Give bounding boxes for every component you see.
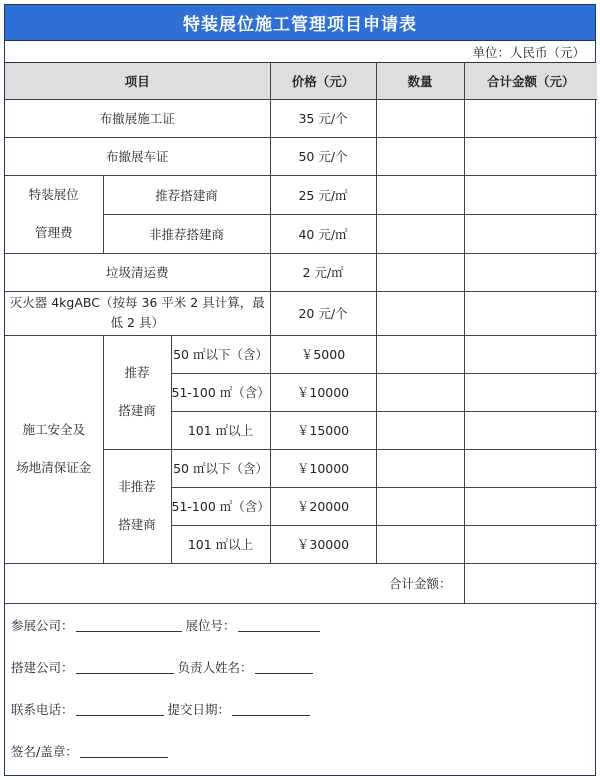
field-row — [11, 604, 589, 646]
application-form — [4, 4, 596, 776]
deposit-recommended-label-line2: 搭建商 — [118, 403, 156, 418]
deposit-range: 51-100 ㎡（含） — [171, 373, 270, 411]
garbage-fee-label: 垃圾清运费 — [5, 253, 270, 291]
deposit-total-cell[interactable] — [464, 335, 597, 373]
builder-input[interactable] — [76, 660, 174, 674]
mgmt-fee-recommended-qty-cell[interactable] — [376, 175, 464, 214]
table-row — [5, 175, 597, 214]
signature-label: 签名/盖章： — [11, 743, 78, 759]
deposit-range: 50 ㎡以下（含） — [171, 449, 270, 487]
header-qty: 数量 — [376, 63, 464, 99]
construction-pass-qty-cell[interactable] — [376, 99, 464, 137]
mgmt-fee-label-line2: 管理费 — [34, 225, 73, 240]
contact-name-label: 负责人姓名： — [177, 659, 253, 675]
phone-label: 联系电话： — [11, 701, 74, 717]
table-row — [5, 291, 597, 335]
header-price: 价格（元） — [270, 63, 376, 99]
deposit-range: 101 ㎡以上 — [171, 411, 270, 449]
deposit-price: ￥30000 — [270, 525, 376, 563]
vehicle-pass-total-cell[interactable] — [464, 137, 597, 175]
mgmt-fee-non-recommended-price: 40 元/㎡ — [270, 214, 376, 253]
header-total: 合计金额（元） — [464, 63, 597, 99]
mgmt-fee-label-line1: 特装展位 — [28, 187, 79, 202]
phone-input[interactable] — [76, 702, 164, 716]
deposit-price: ￥10000 — [270, 449, 376, 487]
builder-label: 搭建公司： — [11, 659, 74, 675]
exhibitor-label: 参展公司： — [11, 617, 74, 633]
deposit-range: 50 ㎡以下（含） — [171, 335, 270, 373]
deposit-non-recommended-label — [103, 449, 171, 563]
booth-no-label: 展位号： — [185, 617, 236, 633]
deposit-total-cell[interactable] — [464, 487, 597, 525]
deposit-range: 51-100 ㎡（含） — [171, 487, 270, 525]
form-title: 特装展位施工管理项目申请表 — [5, 5, 595, 41]
vehicle-pass-label: 布撤展车证 — [5, 137, 270, 175]
deposit-price: ￥15000 — [270, 411, 376, 449]
exhibitor-input[interactable] — [76, 618, 182, 632]
table-row — [5, 253, 597, 291]
deposit-total-cell[interactable] — [464, 411, 597, 449]
vehicle-pass-price: 50 元/个 — [270, 137, 376, 175]
extinguisher-label: 灭火器 4kgABC（按每 36 平米 2 具计算，最低 2 具） — [5, 291, 270, 335]
deposit-non-recommended-label-line1: 非推荐 — [118, 479, 156, 494]
deposit-qty-cell[interactable] — [376, 373, 464, 411]
field-row — [11, 688, 589, 730]
deposit-label-line2: 场地清保证金 — [16, 460, 92, 475]
currency-unit: 单位：人民币（元） — [5, 41, 595, 63]
deposit-total-cell[interactable] — [464, 373, 597, 411]
table-row — [5, 99, 597, 137]
deposit-price: ￥20000 — [270, 487, 376, 525]
deposit-qty-cell[interactable] — [376, 525, 464, 563]
deposit-range: 101 ㎡以上 — [171, 525, 270, 563]
table-row — [5, 335, 597, 373]
extinguisher-total-cell[interactable] — [464, 291, 597, 335]
vehicle-pass-qty-cell[interactable] — [376, 137, 464, 175]
mgmt-fee-label — [5, 175, 103, 253]
total-label: 合计金额： — [5, 563, 464, 603]
deposit-qty-cell[interactable] — [376, 411, 464, 449]
submit-date-input[interactable] — [232, 702, 310, 716]
garbage-fee-qty-cell[interactable] — [376, 253, 464, 291]
extinguisher-qty-cell[interactable] — [376, 291, 464, 335]
applicant-fields — [5, 604, 595, 772]
deposit-total-cell[interactable] — [464, 449, 597, 487]
table-row — [5, 137, 597, 175]
contact-name-input[interactable] — [255, 660, 313, 674]
mgmt-fee-recommended-label: 推荐搭建商 — [103, 175, 270, 214]
deposit-total-cell[interactable] — [464, 525, 597, 563]
total-amount-cell[interactable] — [464, 563, 597, 603]
deposit-label — [5, 335, 103, 563]
garbage-fee-price: 2 元/㎡ — [270, 253, 376, 291]
deposit-recommended-label — [103, 335, 171, 449]
mgmt-fee-non-recommended-qty-cell[interactable] — [376, 214, 464, 253]
construction-pass-price: 35 元/个 — [270, 99, 376, 137]
garbage-fee-total-cell[interactable] — [464, 253, 597, 291]
deposit-label-line1: 施工安全及 — [22, 422, 85, 437]
header-item: 项目 — [5, 63, 270, 99]
construction-pass-total-cell[interactable] — [464, 99, 597, 137]
booth-no-input[interactable] — [238, 618, 320, 632]
mgmt-fee-recommended-total-cell[interactable] — [464, 175, 597, 214]
mgmt-fee-non-recommended-label: 非推荐搭建商 — [103, 214, 270, 253]
construction-pass-label: 布撤展施工证 — [5, 99, 270, 137]
deposit-qty-cell[interactable] — [376, 335, 464, 373]
deposit-price: ￥5000 — [270, 335, 376, 373]
signature-input[interactable] — [80, 744, 168, 758]
mgmt-fee-non-recommended-total-cell[interactable] — [464, 214, 597, 253]
mgmt-fee-recommended-price: 25 元/㎡ — [270, 175, 376, 214]
deposit-recommended-label-line1: 推荐 — [124, 365, 150, 380]
submit-date-label: 提交日期： — [167, 701, 231, 717]
fee-table — [5, 63, 597, 604]
field-row — [11, 646, 589, 688]
total-row — [5, 563, 597, 603]
deposit-qty-cell[interactable] — [376, 449, 464, 487]
deposit-price: ￥10000 — [270, 373, 376, 411]
deposit-qty-cell[interactable] — [376, 487, 464, 525]
field-row — [11, 730, 589, 772]
deposit-non-recommended-label-line2: 搭建商 — [118, 517, 156, 532]
extinguisher-price: 20 元/个 — [270, 291, 376, 335]
